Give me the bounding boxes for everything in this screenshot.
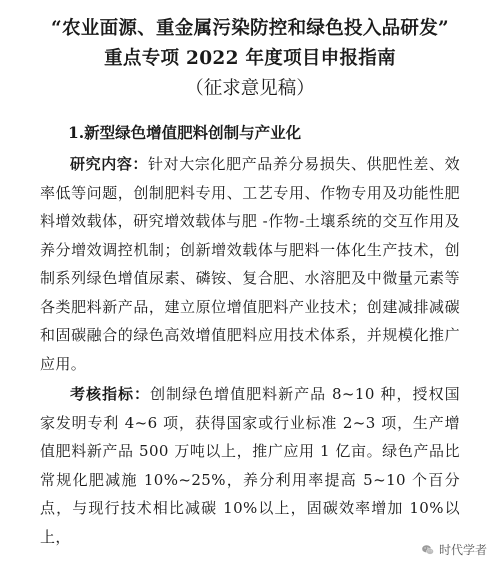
research-content-label: 研究内容： [70,155,149,173]
assessment-paragraph [40,380,460,551]
title-line-1: “农业面源、重金属污染防控和绿色投入品研发” [51,18,449,39]
source-watermark [418,540,490,559]
document-title [40,14,460,74]
assessment-text: 创制绿色增值肥料新产品 8~10 种，授权国家发明专利 4~6 项，获得国家或行业标准 2~3 项，生产增值肥料新产品 500 万吨以上，推广应用 1 亿亩。绿色产品比常规化肥减施 10%~25%，养分利用率提高 5~10 个百分点，与现行技术相比减碳 10%以上，固碳效率增加 10%以上， [40,385,460,546]
document-subtitle: （征求意见稿） [185,78,315,99]
title-line-2: 重点专项 2022 年度项目申报指南 [104,48,396,69]
research-content-paragraph [40,150,460,378]
research-content-text: 针对大宗化肥产品养分易损失、供肥性差、效率低等问题，创制肥料专用、工艺专用、作物专用及功能性肥料增效载体，研究增效载体与肥 -作物-土壤系统的交互作用及养分增效调控机制；创新增效载体与肥料一体化生产技术，创制系列绿色增值尿素、磷铵、复合肥、水溶肥及中微量元素等各类肥料新产品，建立原位增值肥料产业技术；创建减排减碳和固碳融合的绿色高效增值肥料应用技术体系，并规模化推广应用。 [40,155,460,373]
assessment-label: 考核指标： [70,385,151,403]
watermark-text: 时代学者 [438,543,487,557]
section-heading: 1.新型绿色增值肥料创制与产业化 [68,123,302,142]
wechat-icon [421,543,435,557]
